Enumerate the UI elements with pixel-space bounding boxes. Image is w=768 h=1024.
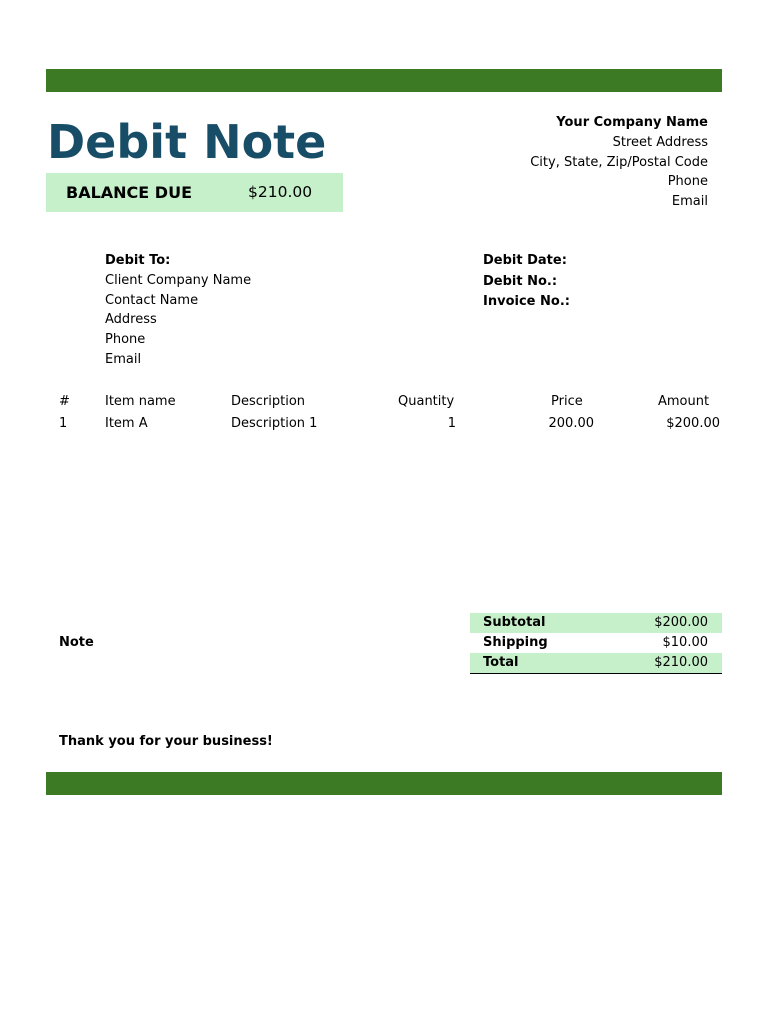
row-item-name: Item A (105, 416, 148, 431)
row-num: 1 (59, 416, 68, 431)
note-label: Note (59, 635, 94, 650)
subtotal-label: Subtotal (483, 615, 546, 630)
total-value: $210.00 (654, 655, 708, 670)
totals-block (470, 613, 722, 673)
header-description: Description (231, 394, 306, 409)
subtotal-row (470, 613, 722, 633)
header-item-name: Item name (105, 394, 176, 409)
client-contact-name: Contact Name (105, 292, 199, 308)
total-underline (470, 673, 722, 674)
debit-number-label: Debit No.: (483, 273, 558, 289)
row-quantity: 1 (447, 416, 456, 431)
client-address: Address (105, 312, 157, 328)
client-phone: Phone (105, 332, 146, 348)
debit-to-block (105, 251, 251, 370)
page-title: Debit Note (47, 115, 327, 169)
total-label: Total (483, 655, 519, 670)
row-amount: $200.00 (666, 416, 720, 431)
company-info (530, 113, 708, 212)
row-price: 200.00 (548, 416, 594, 431)
header-price: Price (551, 394, 583, 409)
header-quantity: Quantity (398, 394, 455, 409)
company-phone: Phone (667, 174, 708, 190)
subtotal-value: $200.00 (654, 615, 708, 630)
company-street: Street Address (612, 134, 708, 150)
client-company-name: Client Company Name (105, 272, 252, 288)
row-description: Description 1 (231, 416, 318, 431)
header-num: # (59, 394, 70, 409)
balance-due-label: BALANCE DUE (66, 183, 192, 202)
bottom-bar (46, 772, 722, 795)
company-name: Your Company Name (556, 115, 708, 130)
shipping-row (470, 633, 722, 653)
top-bar (46, 69, 722, 92)
company-email: Email (671, 194, 708, 210)
invoice-number-label: Invoice No.: (483, 294, 570, 309)
debit-to-label: Debit To: (105, 253, 171, 268)
thank-you-message: Thank you for your business! (59, 734, 273, 749)
balance-due-value: $210.00 (248, 183, 313, 201)
client-email: Email (105, 351, 142, 367)
shipping-label: Shipping (483, 635, 548, 650)
header-amount: Amount (658, 394, 710, 409)
shipping-value: $10.00 (662, 635, 708, 650)
balance-due-box (46, 173, 343, 212)
total-row (470, 653, 722, 673)
company-city: City, State, Zip/Postal Code (530, 154, 708, 170)
debit-meta-block (483, 251, 570, 313)
debit-date-label: Debit Date: (483, 253, 567, 268)
